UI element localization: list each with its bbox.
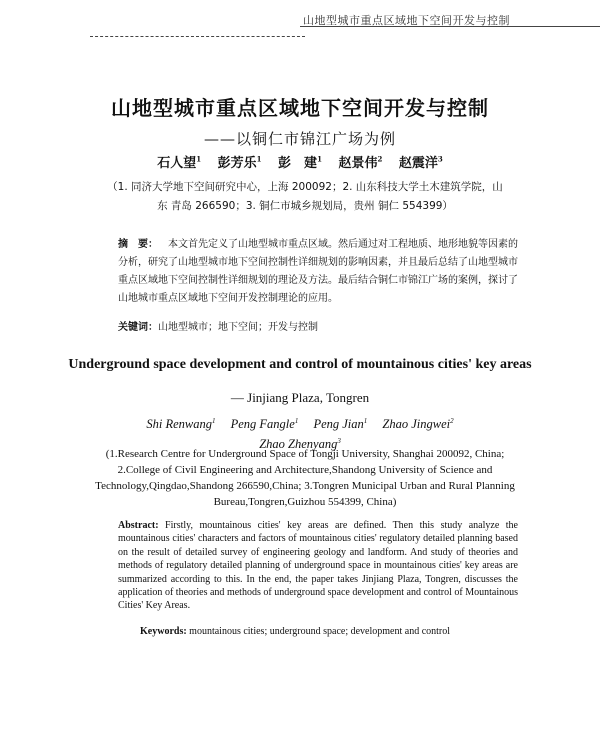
english-author: Zhao Jingwei$^2$ (382, 417, 454, 432)
chinese-author: 石人望$^1$ (157, 154, 202, 171)
chinese-keywords (118, 318, 518, 333)
english-subtitle: — Jinjiang Plaza, Tongren (230, 390, 370, 405)
chinese-abstract-label: 摘 要： (118, 239, 158, 250)
chinese-abstract-text: 本文首先定义了山地型城市重点区域。然后通过对工程地质、地形地貌等因素的分析，研究了山地型城市地下空间控制性详细规划的影响因素，并且最后总结了山地型城市重点区域地下空间控制性详细规划的理论及方法。最后结合铜仁市锦江广场的案例，探讨了山地城市重点区域地下空间开发控制理论的应用。 (118, 239, 518, 304)
english-author: Zhao Zhenyang$^3$ (259, 437, 341, 452)
chinese-abstract (118, 236, 518, 308)
english-title: Underground space development and control of mountainous cities' key areas (68, 357, 532, 372)
english-keywords (140, 626, 520, 637)
chinese-author: 彭芳乐$^1$ (217, 154, 262, 171)
english-affiliations: (1.Research Centre for Underground Space of Tongji University, Shanghai 200092, China; 2.College of Civil Engineering and Architecture,Shandong University of Science and Technology,Qingdao,Shandong 266590,China; 3.Tongren Municipal Urban and Rural Planning Bureau,Tongren,Guizhou 554399, China) (95, 448, 515, 508)
running-header-title: 山地型城市重点区域地下空间开发与控制 (303, 14, 510, 27)
english-keywords-label: Keywords: (140, 626, 187, 637)
chinese-affiliations (95, 178, 515, 216)
english-author: Shi Renwang$^1$ (146, 417, 216, 432)
english-abstract-label: Abstract: (118, 520, 159, 531)
chinese-author: 彭 建$^1$ (278, 154, 322, 171)
english-abstract-text: Firstly, mountainous cities' key areas are defined. Then this study analyze the mountainous cities' characters and factors of mountainous cities' regulatory detailed planning based on the result of detailed survey of engineering geology and landform. And study of theories and methods of regulatory detailed planning of underground space in mountainous cities' key areas are summarized according to this. In the end, the paper takes Jinjiang Plaza, Tongren, discusses the application of theories and methods of underground space development and control of Mountainous Cities' Key Areas. (118, 520, 518, 612)
chinese-author: 赵震洋$^3$ (398, 154, 443, 171)
english-keywords-text: mountainous cities; underground space; development and control (189, 626, 451, 637)
english-abstract (118, 519, 518, 613)
chinese-author: 赵景伟$^2$ (338, 154, 383, 171)
chinese-authors (0, 152, 600, 171)
chinese-affiliations-line: 东 青岛 266590；3. 铜仁市城乡规划局，贵州 铜仁 554399） (157, 200, 453, 212)
chinese-subtitle: ——以铜仁市锦江广场为例 (203, 130, 396, 148)
running-header (0, 0, 600, 40)
chinese-keywords-text: 山地型城市；地下空间；开发与控制 (158, 322, 318, 333)
header-dashed-rule (90, 36, 305, 37)
chinese-keywords-label: 关键词： (118, 322, 158, 333)
english-author: Peng Jian$^1$ (313, 417, 368, 432)
chinese-affiliations-line: （1. 同济大学地下空间研究中心，上海 200092；2. 山东科技大学土木建筑学院，山 (107, 181, 503, 193)
english-author: Peng Fangle$^1$ (230, 417, 299, 432)
chinese-title: 山地型城市重点区域地下空间开发与控制 (111, 96, 489, 120)
